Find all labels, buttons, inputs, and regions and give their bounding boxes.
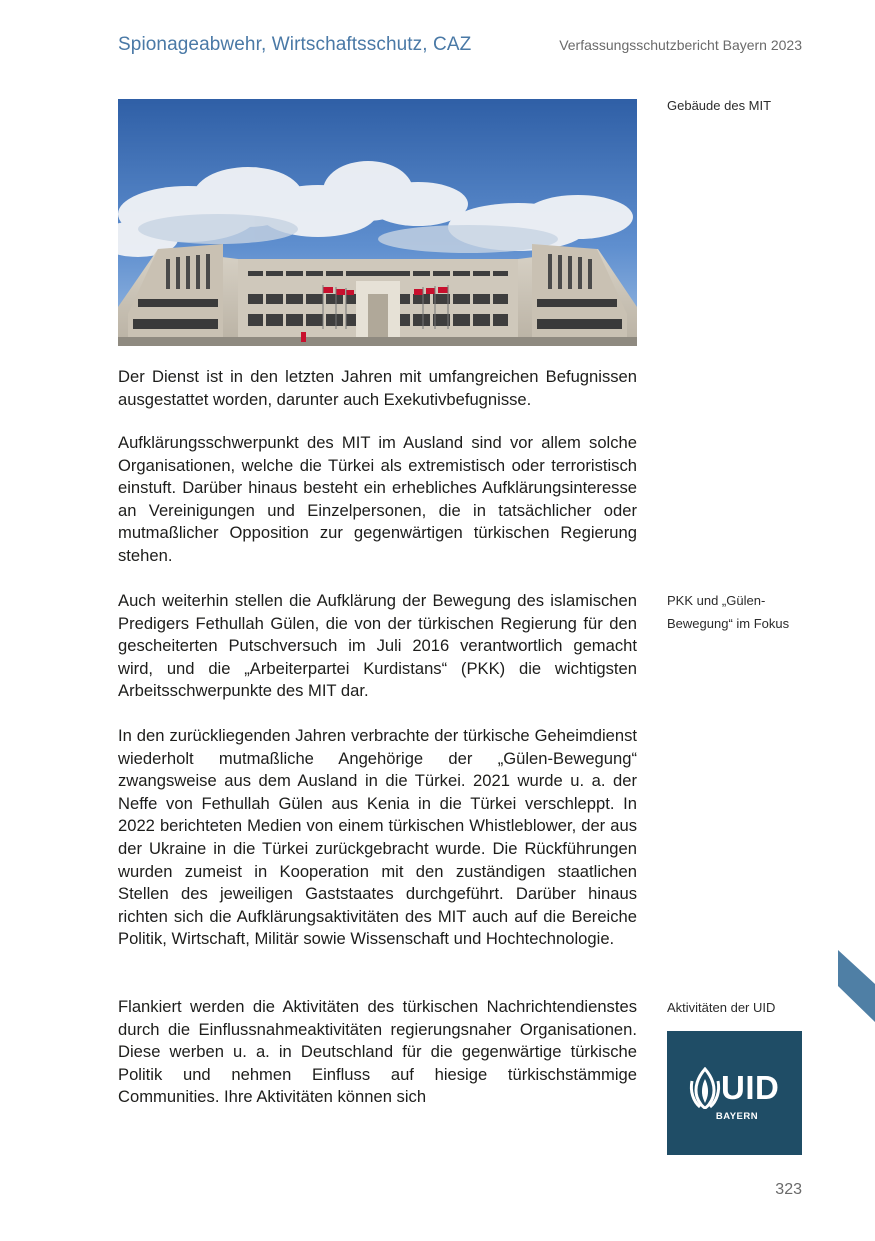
uid-logo-subtitle: BAYERN: [715, 1111, 759, 1122]
photo-caption-note: Gebäude des MIT: [667, 98, 772, 113]
uid-logo-word: UID: [721, 1069, 780, 1106]
paragraph-2: Aufklärungsschwerpunkt des MIT im Ausland sind vor allem solche Organisationen, welche die Türkei als extremistisch oder terroristisch einstuft. Darüber hinaus besteht ein erhebliches Aufklärungsinteresse an Vereinigungen und Einzelpersonen, die in tatsächlicher oder mutmaßlicher Opposition zur gegenwärtigen türkischen Regierung stehen.: [118, 433, 637, 565]
running-header-section: Spionageabwehr, Wirtschaftsschutz, CAZ: [118, 34, 472, 55]
mit-building-photo: [118, 99, 637, 346]
running-header-publication: Verfassungsschutzbericht Bayern 2023: [559, 37, 802, 53]
uid-bayern-logo: [667, 1031, 802, 1155]
page-number: 323: [775, 1181, 802, 1198]
paragraph-1: Der Dienst ist in den letzten Jahren mit umfangreichen Befugnissen ausgestattet worden, darunter auch Exekutivbefugnisse.: [118, 367, 637, 409]
uid-activities-note: Aktivitäten der UID: [667, 1000, 776, 1015]
chapter-tab-marker: [838, 950, 875, 1022]
paragraph-4: In den zurückliegenden Jahren verbrachte der türkische Geheimdienst wiederholt mutmaßliche Angehörige der „Gülen-Bewegung“ zwangsweise aus dem Ausland in die Türkei. 2021 wurde u. a. der Neffe von Fethullah Gülen aus Kenia in die Türkei verschleppt. In 2022 berichteten Medien von einem türkischen Whistleblower, der aus der Ukraine in die Türkei zurückgebracht wurde. Die Rückführungen wurden zumeist in Kooperation mit den zuständigen staatlichen Stellen des jeweiligen Gaststaates durchgeführt. Darüber hinaus richten sich die Aufklärungsaktivitäten des MIT auch auf die Bereiche Politik, Wirtschaft, Militär sowie Wissenschaft und Hochtechnologie.: [118, 726, 637, 949]
uid-flame-icon: [688, 1067, 722, 1109]
paragraph-5: Flankiert werden die Aktivitäten des türkischen Nachrichtendienstes durch die Einflussnahmeaktivitäten regierungsnaher Organisationen. Diese werben u. a. in Deutschland für die gegenwärtige türkische Politik und nehmen Einfluss auf hiesige türkischstämmige Communities. Ihre Aktivitäten können sich: [118, 997, 637, 1107]
paragraph-3: Auch weiterhin stellen die Aufklärung der Bewegung des islamischen Predigers Fethullah Gülen, die von der türkischen Regierung für den gescheiterten Putschversuch im Juli 2016 verantwortlich gemacht wird, und die „Arbeiterpartei Kurdistans“ (PKK) die wichtigsten Arbeitsschwerpunkte des MIT dar.: [118, 591, 637, 701]
pkk-guelen-note: PKK und „Gülen-Bewegung“ im Fokus: [667, 593, 790, 631]
